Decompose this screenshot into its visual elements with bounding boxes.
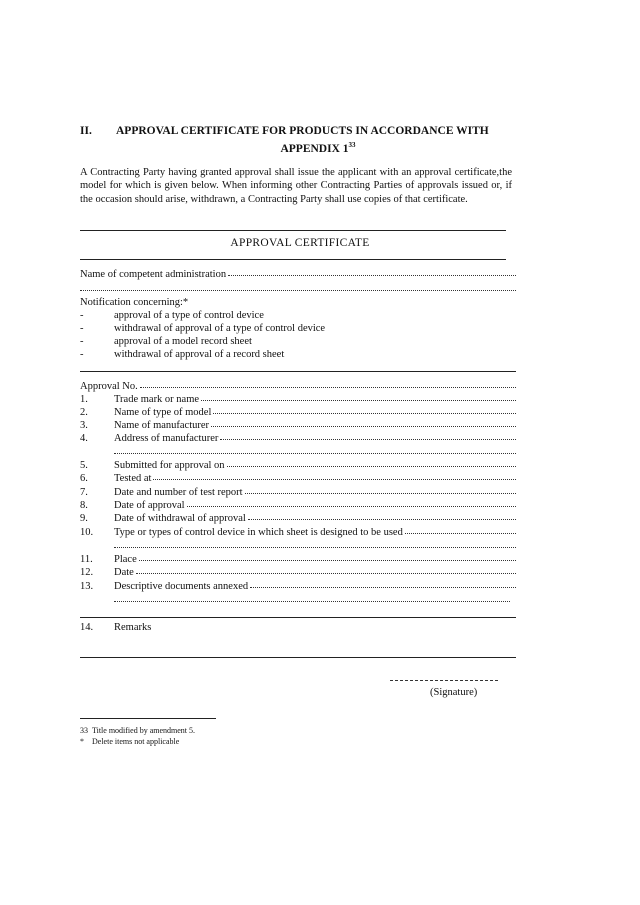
divider: [80, 230, 506, 231]
heading-line-1: APPROVAL CERTIFICATE FOR PRODUCTS IN ACCORDANCE WITH: [116, 125, 489, 137]
signature-label: (Signature): [430, 687, 478, 698]
certificate-title: APPROVAL CERTIFICATE: [230, 237, 370, 249]
fill-in-dots: [201, 392, 516, 401]
fill-in-dots: [140, 379, 516, 388]
fill-in-dots: [228, 267, 516, 276]
fill-in-dots: [114, 539, 516, 548]
fill-in-dots: [248, 511, 516, 520]
remarks-line: [80, 657, 516, 658]
fill-in-dots: [245, 485, 516, 494]
fill-in-dots: [227, 458, 516, 467]
footnote-ref: 33: [348, 141, 356, 149]
approval-no-field: Approval No.: [80, 380, 516, 393]
divider: [80, 259, 506, 260]
fill-in-dots: [80, 282, 516, 291]
form-field: 3. Name of manufacturer: [80, 419, 516, 432]
fill-in-dots: [187, 498, 516, 507]
fill-in-dots: [213, 405, 516, 414]
continuation-line: [80, 283, 516, 296]
fill-in-dots: [250, 579, 516, 588]
form-field: 2. Name of type of model: [80, 406, 516, 419]
divider: [80, 617, 516, 618]
form-field: 11. Place: [80, 553, 516, 566]
heading-line-2: APPENDIX $1^{33}$: [280, 141, 356, 155]
field-label: Name of competent administration: [80, 269, 227, 280]
footnote: * Delete items not applicable: [80, 737, 180, 746]
form-field: 8. Date of approval: [80, 499, 516, 512]
form-field: 6. Tested at: [80, 472, 516, 485]
fill-in-dots: [139, 552, 516, 561]
intro-paragraph: A Contracting Party having granted approval shall issue the applicant with an approval certificate,the model for which is given below. When informing other Contracting Parties of approvals issued or, if the occasion should arise, withdrawn, a Contracting Party shall use copies of that certificate.: [80, 167, 512, 205]
footnote: 33 Title modified by amendment 5.: [80, 726, 196, 735]
fill-in-dots: [153, 471, 516, 480]
fill-in-dots: [220, 431, 516, 440]
form-field: 10. Type or types of control device in which sheet is designed to be used: [80, 526, 516, 539]
fill-in-dots: [211, 418, 516, 427]
section-number: II.: [80, 125, 92, 137]
form-field: 7. Date and number of test report: [80, 486, 516, 499]
divider: [80, 371, 516, 372]
form-field: 5. Submitted for approval on: [80, 459, 516, 472]
form-field: 9. Date of withdrawal of approval: [80, 512, 516, 525]
signature-line: [390, 680, 498, 681]
form-field: 12. Date: [80, 566, 516, 579]
form-field: 1. Trade mark or name: [80, 393, 516, 406]
fill-in-dots: [114, 593, 510, 602]
fill-in-dots: [114, 445, 516, 454]
document-page: II. APPROVAL CERTIFICATE FOR PRODUCTS IN ACCORDANCE WITH APPENDIX $1^{33}$ A Contracting Party having granted approval shall issue the applicant with an approval certificate,the model for which is given below. When informing other Contracting Parties of approvals issued or, if the occasion should arise, withdrawn, a Contracting Party shall use copies of that certificate. APPROVAL CERTIFICATE Name of competent administration Notification concerning:* - approval of a type of control device - withdrawal of approval of a type of control device - approval of a model record sheet - withdrawal of approval of a record sheet Approval No. 1. Trade mark or name 2. Name of type of model 3. Name of manufacturer 4. Address of manufacturer 5. Submitted for approval on 6. Tested at 7. Date and number of test report 8. Date of approval 9. Date of withdrawal of approval 10. Type or types of control device in which sheet is designed to be used 11. Place 12. Date 13. Descriptive documents annexed 14. Remarks (Signature) 33 Title modified by amendment 5. * Delete items not applicable: [0, 0, 640, 905]
form-field: 13. Descriptive documents annexed: [80, 580, 516, 593]
form-field: 4. Address of manufacturer: [80, 432, 516, 445]
remarks-field: 14. Remarks: [80, 622, 152, 633]
fill-in-dots: [405, 525, 516, 534]
notification-label: Notification concerning:*: [80, 297, 189, 308]
competent-admin-field: [80, 268, 516, 281]
continuation-line: [114, 594, 510, 607]
footnote-divider: [80, 718, 216, 719]
fill-in-dots: [136, 565, 516, 574]
